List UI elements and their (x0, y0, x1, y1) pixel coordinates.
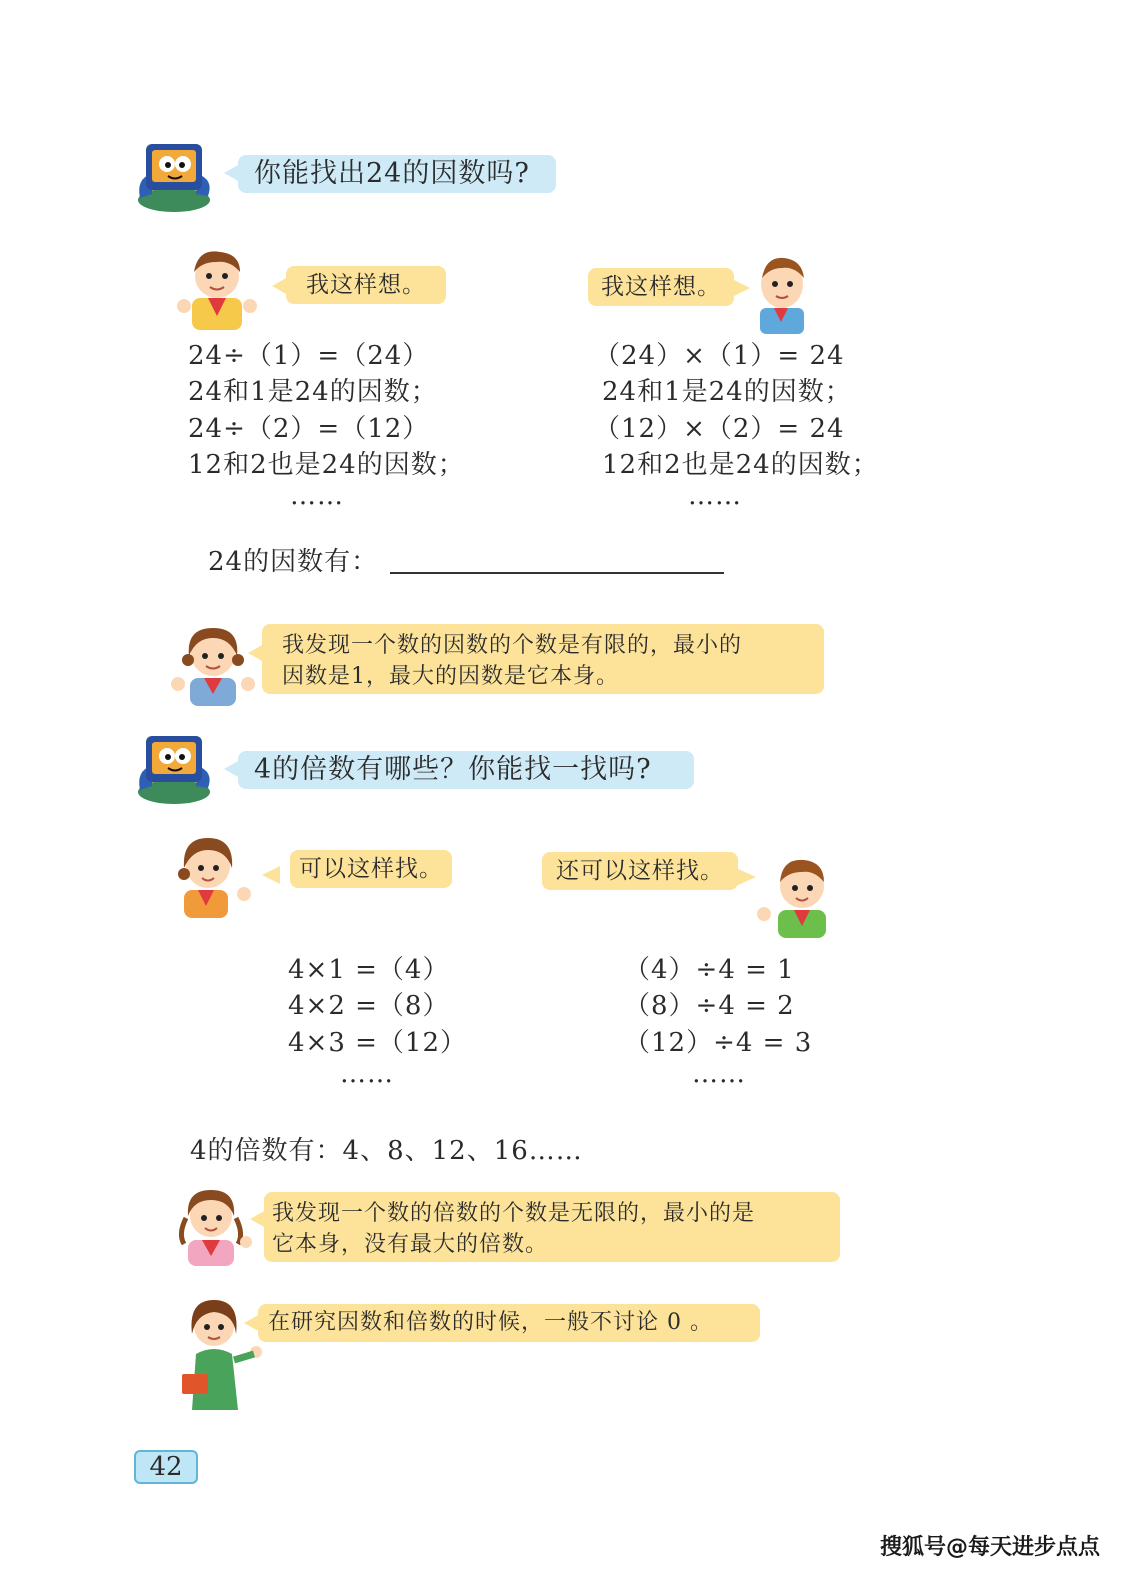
equation-line: 24÷（2）=（12） (188, 414, 430, 444)
finding-text: 我发现一个数的因数的个数是有限的，最小的 (282, 633, 743, 658)
teacher-avatar-icon (178, 1294, 266, 1410)
page-number: 42 (134, 1450, 198, 1484)
left-find-bubble (290, 850, 452, 888)
equation-line: 24÷（1）=（24） (188, 341, 430, 371)
equation-line: （4）÷4 = 1 (624, 955, 795, 985)
bubble-text: 我这样想。 (601, 274, 721, 300)
ellipsis: …… (290, 481, 344, 511)
factors-label: 24的因数有： (208, 547, 379, 577)
girl-avatar-icon (176, 832, 260, 918)
robot-mascot-icon (132, 730, 216, 806)
question-bubble-multiples (238, 751, 694, 789)
boy-avatar-icon (754, 852, 832, 938)
finding-bubble-factors (262, 624, 824, 694)
teacher-text: 在研究因数和倍数的时候，一般不讨论 0 。 (268, 1310, 713, 1335)
question-text: 4的倍数有哪些？你能找一找吗? (254, 754, 652, 785)
right-find-bubble (542, 852, 738, 890)
equation-line: 4×2 =（8） (288, 991, 450, 1021)
equation-line: 24和1是24的因数； (188, 377, 438, 407)
girl-avatar-icon (174, 1186, 256, 1266)
finding-text: 因数是1，最大的因数是它本身。 (282, 664, 619, 689)
watermark-text: 搜狐号@每天进步点点 (880, 1535, 1101, 1560)
equation-line: 12和2也是24的因数； (602, 450, 879, 480)
answer-blank[interactable] (390, 572, 724, 574)
equation-line: 4×3 =（12） (288, 1028, 468, 1058)
finding-text: 我发现一个数的倍数的个数是无限的，最小的是 (272, 1201, 756, 1226)
question-text: 你能找出24的因数吗? (254, 158, 530, 189)
finding-bubble-multiples (264, 1192, 840, 1262)
ellipsis: …… (688, 481, 742, 511)
equation-line: （8）÷4 = 2 (624, 991, 795, 1021)
equation-line: 4×1 =（4） (288, 955, 450, 985)
bubble-text: 我这样想。 (306, 272, 426, 298)
right-think-bubble (588, 268, 734, 306)
ellipsis: …… (340, 1059, 394, 1089)
finding-text: 它本身，没有最大的倍数。 (272, 1232, 549, 1257)
equation-line: 24和1是24的因数； (602, 377, 852, 407)
question-bubble-factors (238, 155, 556, 193)
bubble-text: 可以这样找。 (299, 856, 443, 882)
boy-avatar-icon (172, 240, 262, 330)
equation-line: （12）÷4 = 3 (624, 1028, 813, 1058)
boy-avatar-icon (752, 252, 810, 334)
robot-mascot-icon (132, 138, 216, 214)
girl-avatar-icon (168, 620, 258, 706)
equation-line: （24）×（1）= 24 (594, 341, 845, 371)
equation-line: （12）×（2）= 24 (594, 414, 845, 444)
left-think-bubble (286, 266, 446, 304)
multiples-line: 4的倍数有：4、8、12、16…… (190, 1136, 583, 1166)
equation-line: 12和2也是24的因数； (188, 450, 465, 480)
bubble-text: 还可以这样找。 (556, 858, 724, 884)
teacher-bubble (258, 1304, 760, 1342)
ellipsis: …… (692, 1059, 746, 1089)
